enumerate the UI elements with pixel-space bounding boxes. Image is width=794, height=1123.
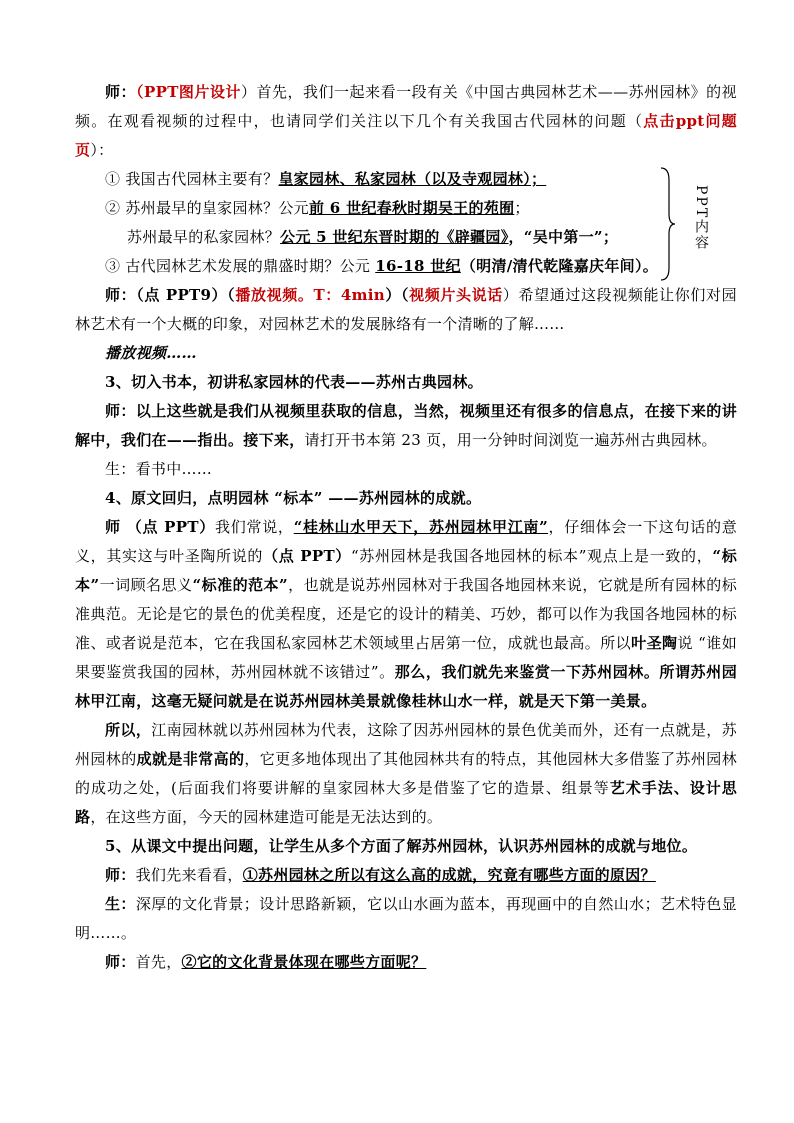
text: 江南园林就以苏州园林为代表，这除了因苏州园林的景色优美而外，还有一点就是，苏州园林的 — [75, 721, 738, 768]
quote-guilin: “桂林山水甲天下，苏州园林甲江南” — [293, 518, 549, 536]
question-2-sub-text: 苏州最早的私家园林？ — [127, 228, 281, 246]
video-text: ）希望通过这段视频能让你们对园林艺术有一个大概的印象，对园林艺术的发展脉络有一个清晰的了解…… — [75, 286, 737, 333]
text: ，它更多地体现出了其他园林共有的特点，其他园林大多借鉴了苏州园林的成功之处， — [75, 750, 737, 797]
text: (后面我们将要讲解的皇家园林大多是借鉴了它的造景、组景等 — [170, 779, 610, 797]
term-specimen: “标本” — [75, 547, 738, 594]
question-list — [75, 165, 737, 281]
paragraph-teacher-video — [75, 281, 737, 339]
question-1 — [105, 165, 737, 194]
answer-text: 深厚的文化背景；设计思路新颖，它以山水画为蓝本，再现画中的自然山水；艺术特色显明……。 — [75, 895, 737, 942]
paragraph-teacher-question2 — [75, 948, 737, 977]
quote-ye: “苏州园林是我国各地园林的标本”观点上是一致的， — [350, 547, 713, 565]
text: ，也就是说苏州园林对于我国各地园林来说，它就是所有园林的标准典范。无论是它的景色的优美程度，还是它的设计的精美、巧妙，都可以作为我国各地园林的标准、或者说是范本，它在我国私家园林艺术领域里占居第一位，成就也最高。所以 — [75, 576, 738, 652]
speaker-label: 生： — [105, 895, 136, 913]
intro-text-end: ）： — [90, 141, 114, 159]
text: 我们常说， — [214, 518, 294, 536]
play-video-note: 播放视频。T：4min — [235, 286, 386, 304]
question-3-answer: 16-18 世纪 — [375, 257, 461, 275]
right-brace-icon — [660, 166, 676, 282]
question-3 — [105, 252, 737, 281]
text: 一词顾名思义 — [99, 576, 193, 594]
question-2 — [105, 194, 737, 223]
question-2-sub-end: ，“吴中第一”； — [508, 228, 619, 246]
paragraph-student-answer — [75, 890, 737, 948]
click-ppt-note: 点击ppt问题页 — [75, 112, 737, 159]
speaker-label: 师： — [105, 866, 136, 884]
section-3-heading: 3、切入书本，初讲私家园林的代表——苏州古典园林。 — [105, 373, 483, 391]
bold-conclusion: 那么，我们就先来鉴赏一下苏州园林。所谓苏州园林甲江南，这毫无疑问就是在说苏州园林美景就像桂林山水一样，就是天下第一美景。 — [75, 663, 737, 710]
play-video-line: 播放视频…… — [105, 344, 197, 362]
paragraph-teacher-summary — [75, 397, 737, 455]
ppt-content-label: PPT内容 — [693, 185, 709, 252]
intro-text: ）首先，我们一起来看一段有关《中国古典园林艺术——苏州园林》的视频。在观看视频的过程中，也请同学们关注以下几个有关我国古代园林的问题（ — [75, 83, 737, 130]
question-2-end: ； — [514, 199, 530, 217]
section-4-heading: 4、原文回归，点明园林 “标本” ——苏州园林的成就。 — [105, 489, 482, 507]
paragraph-student-reading: 生：看书中…… — [105, 460, 213, 478]
video-intro-note: 视频片头说话 — [409, 286, 503, 304]
speaker-label: 师 — [105, 518, 127, 536]
ppt9-note: （点 PPT9）（ — [136, 286, 236, 304]
paragraph-teacher-question1 — [75, 861, 737, 890]
speaker-label: 师： — [105, 953, 136, 971]
question-culture: ②它的文化背景体现在哪些方面呢？ — [181, 953, 427, 971]
document-page — [75, 78, 737, 977]
question-2-sub-answer: 公元 5 世纪东晋时期的《辟疆园》 — [280, 228, 509, 246]
question-2-answer: 前 6 世纪春秋时期吴王的苑囿 — [308, 199, 515, 217]
question-3-text: ③ 古代园林艺术发展的鼎盛时期？公元 — [105, 257, 376, 275]
paragraph-jiangnan — [75, 716, 737, 832]
paren-open: （ — [136, 83, 145, 101]
ppt-note: （点 PPT） — [126, 518, 215, 536]
question-1-text: ① 我国古代园林主要有？ — [105, 170, 279, 188]
book-instruction: 请打开书本第 23 页，用一分钟时间浏览一遍苏州古典园林。 — [304, 431, 717, 449]
paren-sep: ）（ — [385, 286, 410, 304]
bold-achievement: 成就是非常高的 — [136, 750, 245, 768]
author-name: 叶圣陶 — [631, 634, 678, 652]
summary-text: 师：以上这些就是我们从视频里获取的信息，当然，视频里还有很多的信息点，在接下来的讲解中，我们在——指出。接下来， — [75, 402, 737, 449]
question-reason: ①苏州园林之所以有这么高的成就，究竟有哪些方面的原因？ — [242, 866, 656, 884]
text: ，在这些方面，今天的园林建造可能是无法达到的。 — [90, 808, 443, 826]
quote-ye-2: 说 “谁如果要鉴赏我国的园林，苏州园林就不该错过”。 — [75, 634, 737, 681]
lead-word: 所以， — [105, 721, 152, 739]
speaker-label: 师： — [105, 83, 137, 101]
bold-techniques: 艺术手法、设计思路 — [75, 779, 737, 826]
term-standard: “标准的范本” — [192, 576, 288, 594]
text: 我们先来看看， — [135, 866, 243, 884]
question-3-end: （明清/清代乾隆嘉庆年间）。 — [460, 257, 659, 275]
paragraph-teacher-standard — [75, 513, 737, 716]
question-2-sub — [105, 223, 737, 252]
ppt-design-note: PPT图片设计 — [144, 83, 241, 101]
section-5-heading: 5、从课文中提出问题，让学生从多个方面了解苏州园林，认识苏州园林的成就与地位。 — [105, 837, 698, 855]
speaker-label: 师： — [105, 286, 137, 304]
text: 首先， — [135, 953, 182, 971]
question-1-answer: 皇家园林、私家园林（以及寺观园林）； — [278, 170, 547, 188]
ppt-note: （点 PPT） — [263, 547, 351, 565]
text: ，仔细体会一下这句话的意义，其实这与叶圣陶所说的 — [75, 518, 738, 565]
question-2-text: ② 苏州最早的皇家园林？公元 — [105, 199, 309, 217]
paragraph-teacher-intro — [75, 78, 737, 165]
